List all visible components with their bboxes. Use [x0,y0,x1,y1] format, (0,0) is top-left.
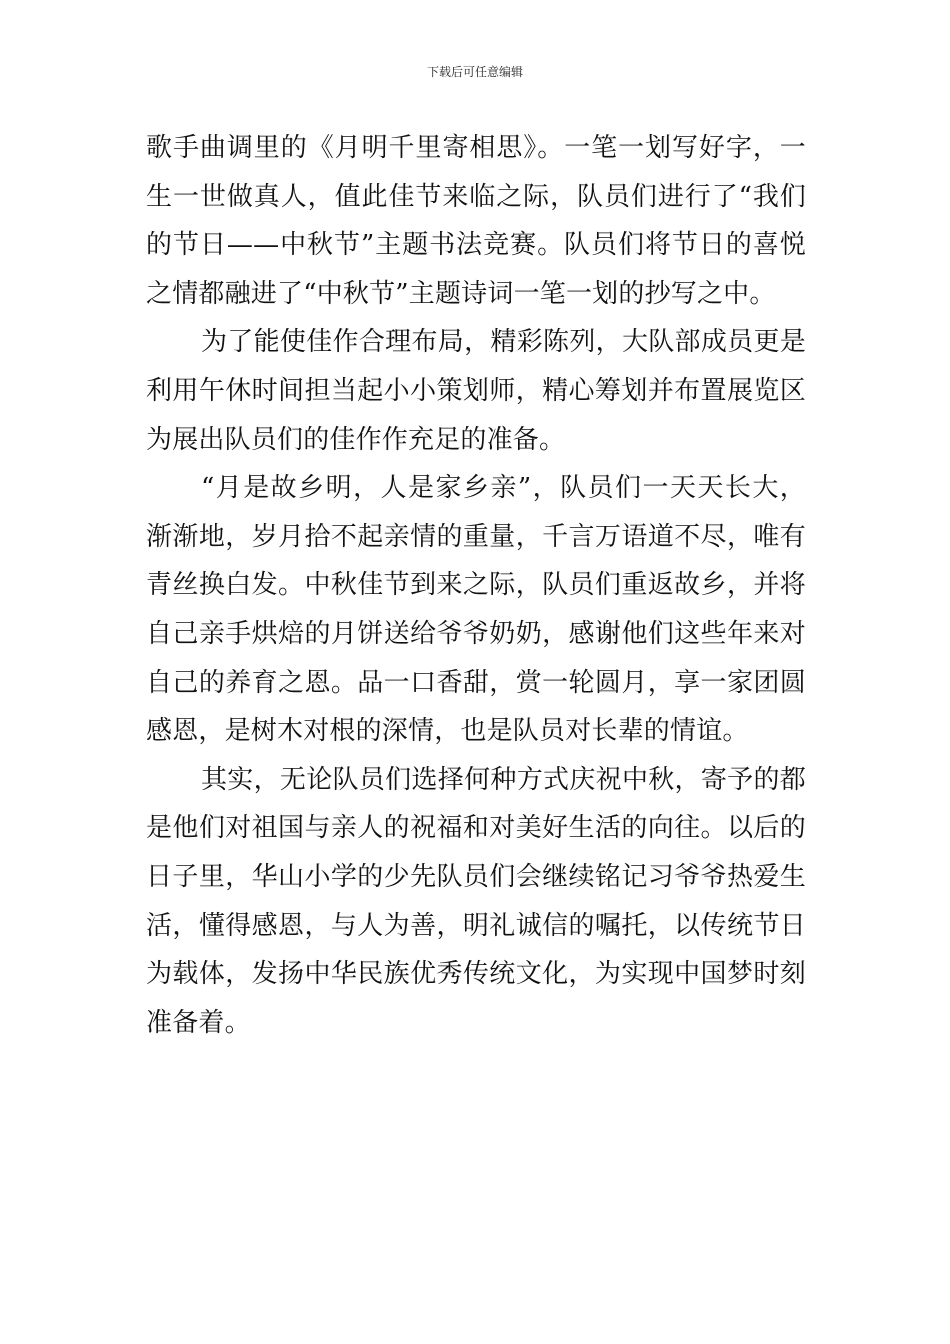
text-line: 感恩，是树木对根的深情，也是队员对长辈的情谊。 [146,716,749,747]
text-line: 其实，无论队员们选择何种方式庆祝中秋，寄予的都 [201,764,806,795]
text-line: 为了能使佳作合理布局，精彩陈列，大队部成员更是 [201,327,806,358]
text-line: 自己亲手烘焙的月饼送给爷爷奶奶，感谢他们这些年来对 [146,618,806,649]
text-line: 为展出队员们的佳作作充足的准备。 [146,424,566,455]
text-line: 青丝换白发。中秋佳节到来之际，队员们重返故乡，并将 [146,570,806,601]
paragraph-3 [146,464,806,756]
page-header: 下载后可任意编辑 [426,65,523,79]
paragraph-1 [146,124,806,318]
text-line: 之情都融进了“中秋节”主题诗词一笔一划的抄写之中。 [146,278,776,309]
text-line: 渐渐地，岁月拾不起亲情的重量，千言万语道不尽，唯有 [146,521,806,552]
text-line: 准备着。 [146,1007,251,1038]
paragraph-4 [146,756,806,1048]
text-line: 生一世做真人，值此佳节来临之际，队员们进行了“我们 [146,181,806,212]
text-line: 利用午休时间担当起小小策划师，精心筹划并布置展览区 [146,375,806,406]
text-line: 自己的养育之恩。品一口香甜，赏一轮圆月，享一家团圆 [146,667,806,698]
text-line: 是他们对祖国与亲人的祝福和对美好生活的向往。以后的 [146,813,806,844]
paragraph-2 [146,318,806,464]
text-line: 歌手曲调里的《月明千里寄相思》。一笔一划写好字，一 [146,133,806,163]
text-line: 活，懂得感恩，与人为善，明礼诚信的嘱托，以传统节日 [146,910,806,941]
text-line: 为载体，发扬中华民族优秀传统文化，为实现中国梦时刻 [146,959,806,990]
text-line: “月是故乡明，人是家乡亲”，队员们一天天长大， [201,473,806,504]
text-line: 日子里，华山小学的少先队员们会继续铭记习爷爷热爱生 [146,861,806,892]
text-line: 的节日——中秋节”主题书法竞赛。队员们将节日的喜悦 [146,230,806,261]
document-body [146,124,806,1047]
